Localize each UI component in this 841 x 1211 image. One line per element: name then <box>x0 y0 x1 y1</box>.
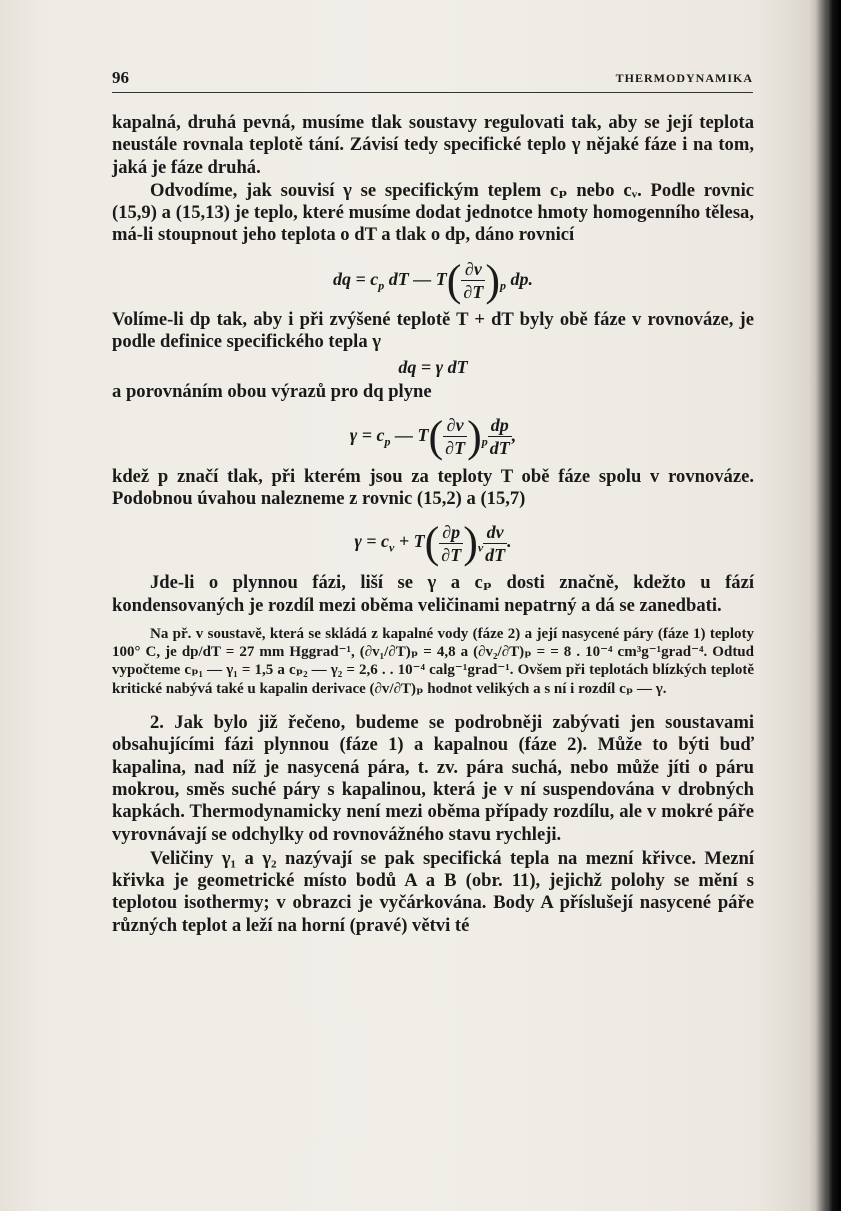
eq1-mid: dT — T <box>384 268 447 289</box>
paragraph-3: Volíme-li dp tak, aby i při zvýšené teplotě T + dT byly obě fáze v rovnováze, je podle definice specifického tepla γ <box>112 308 754 353</box>
eq1-fraction <box>461 258 485 303</box>
eq4-sub-v2: v <box>477 540 484 555</box>
eq3-comma: , <box>511 424 517 445</box>
page-header <box>112 66 753 93</box>
eq3-sub-p2: p <box>481 434 488 449</box>
eq1-sub-p2: p <box>499 278 506 293</box>
eq1-sub-p: p <box>378 278 385 293</box>
eq1-paren-open: ( <box>446 255 462 305</box>
section-number: 2. <box>150 712 164 734</box>
eq1-lhs: dq = c <box>333 268 379 289</box>
eq3-dt: dT <box>489 438 510 459</box>
eq3-sub-p: p <box>384 434 391 449</box>
paragraph-4: a porovnáním obou výrazů pro dq plyne <box>112 381 432 403</box>
eq4-lhs: γ = c <box>354 531 390 552</box>
eq4-dv: dv <box>483 521 507 544</box>
eq3-paren-close: ) <box>467 411 482 461</box>
eq4-period: . <box>507 531 512 552</box>
eq4-numerator: ∂p <box>439 521 463 544</box>
eq1-tail: dp. <box>505 268 533 289</box>
paragraph-6: Jde-li o plynnou fázi, liší se γ a cₚ dosti značně, kdežto u fází kondensovaných je rozdíl mezi oběma veličinami nepatrný a dá se zanedbati. <box>112 572 754 616</box>
running-title: THERMODYNAMIKA <box>615 71 753 85</box>
page-number: 96 <box>112 68 129 87</box>
eq3-lhs: γ = c <box>349 424 385 445</box>
eq1-denominator: ∂T <box>463 282 484 303</box>
eq4-fraction <box>439 521 463 566</box>
eq3-mid: — T <box>390 424 429 445</box>
paragraph-8: Veličiny γ₁ a γ₂ nazývají se pak specifická tepla na mezní křivce. Mezní křivka je geometrické místo bodů A a B (obr. 11), jejichž polohy se mění s teplotou isothermy; v obrazci je vyčárkována. Body A příslušejí nasycené páře různých teplot a leží na horní (pravé) větvi té <box>112 847 754 936</box>
equation-4 <box>112 510 754 572</box>
eq4-sub-v: v <box>389 540 395 555</box>
eq3-numerator: ∂v <box>443 414 467 437</box>
eq4-dv-dt <box>483 521 507 566</box>
paragraph-7 <box>112 712 754 846</box>
eq3-paren-open: ( <box>428 411 444 461</box>
paragraph-2: Odvodíme, jak souvisí γ se specifickým teplem cₚ nebo cᵥ. Podle rovnic (15,9) a (15,13) je teplo, které musíme dodat jednotce hmoty homogenního tělesa, má-li stoupnout jeho teplota o dT a tlak o dp, dáno rovnicí <box>112 179 754 246</box>
book-spine-shadow <box>827 0 841 1211</box>
paragraph-1: kapalná, druhá pevná, musíme tlak soustavy regulovati tak, aby se její teplota neustále rovnala teplotě tání. Závisí tedy specifické teplo γ nějaké fáze i na tom, jaká je fáze druhá. <box>112 112 754 178</box>
eq3-dp: dp <box>488 414 512 437</box>
eq4-denominator: ∂T <box>441 544 462 565</box>
eq3-fraction <box>443 414 467 459</box>
eq3-denominator: ∂T <box>445 438 466 459</box>
eq4-paren-close: ) <box>463 518 478 568</box>
eq4-mid: + T <box>394 531 425 552</box>
equation-1 <box>112 249 754 309</box>
footnote-example: Na př. v soustavě, která se skládá z kapalné vody (fáze 2) a její nasycené páry (fáze 1) teploty 100° C, je dp/dT = 27 mm Hggrad⁻¹, (∂v₁/∂T)ₚ = 4,8 a (∂v₂/∂T)ₚ = = 8 . 10⁻⁴ cm³g⁻¹grad⁻⁴. Odtud vypočteme cₚ₁ — γ₁ = 1,5 a cₚ₂ — γ₂ = 2,6 . . 10⁻⁴ calg⁻¹grad⁻¹. Ovšem při teplotách blízkých teplotě kritické nabývá také u kapalin derivace (∂v/∂T)ₚ hodnot velikých a s ní i rozdíl cₚ — γ. <box>112 625 754 697</box>
eq4-paren-open: ( <box>424 518 440 568</box>
page-body <box>112 112 754 937</box>
paragraph-7-text: Jak bylo již řečeno, budeme se podrobněji zabývati jen soustavami obsahujícími fázi plynnou (fáze 1) a kapalnou (fáze 2). Může to býti buď kapalina, nad níž je nasycená pára, t. zv. pára suchá, nebo může jíti o páru mokrou, směs suché páry s kapalinou, která je v ní suspendována v drobných kapkách. Thermodynamicky není mezi oběma případy rozdílu, ale v mokré páře vyrovnávají se odchylky od rovnovážného stavu rychleji. <box>112 712 754 845</box>
equation-3 <box>112 404 754 466</box>
eq4-dt: dT <box>485 544 506 565</box>
paragraph-5: kdež p značí tlak, při kterém jsou za teploty T obě fáze spolu v rovnováze. Podobnou úvahou nalezneme z rovnic (15,2) a (15,7) <box>112 465 754 509</box>
eq3-dp-dt <box>488 414 512 459</box>
eq1-paren-close: ) <box>485 255 500 305</box>
eq1-numerator: ∂v <box>461 258 485 281</box>
equation-2: dq = γ dT <box>398 357 468 378</box>
